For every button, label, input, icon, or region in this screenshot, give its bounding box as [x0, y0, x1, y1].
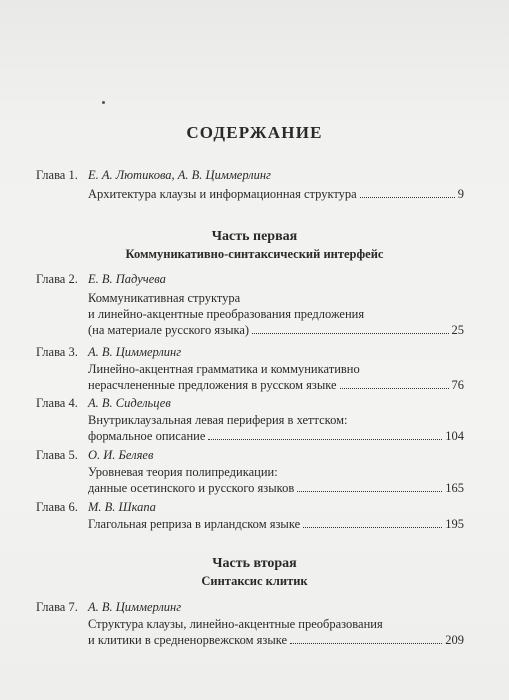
chapter-title-line — [88, 413, 464, 428]
speck-mark — [102, 101, 105, 104]
chapter-title: данные осетинского и русского языков — [88, 481, 295, 495]
chapter-label: Глава 7. — [36, 600, 78, 614]
chapter-title: Линейно-акцентная грамматика и коммуникативно — [88, 362, 360, 376]
chapter-author: А. В. Сидельцев — [88, 396, 171, 410]
chapter-author: Е. А. Лютикова, А. В. Циммерлинг — [88, 168, 271, 182]
chapter-author: М. В. Шкапа — [88, 500, 156, 514]
part-title: Часть первая — [211, 229, 298, 244]
dot-leader — [340, 388, 449, 389]
chapter-title: и клитики в средненорвежском языке — [88, 633, 288, 647]
dot-leader — [208, 439, 442, 440]
chapter-author: Е. В. Падучева — [88, 272, 166, 286]
page-number: 9 — [457, 187, 464, 201]
page-number: 165 — [445, 481, 464, 495]
part-title: Часть вторая — [212, 556, 297, 571]
page-number: 195 — [445, 517, 464, 531]
dot-leader — [360, 197, 455, 198]
chapter-title: Глагольная реприза в ирландском языке — [88, 517, 301, 531]
chapter-title-line — [88, 307, 464, 322]
chapter-title: Внутриклаузальная левая периферия в хеттском: — [88, 413, 348, 427]
dot-leader — [252, 333, 448, 334]
page-number: 76 — [451, 378, 464, 392]
chapter-title: нерасчлененные предложения в русском языке — [88, 378, 337, 392]
chapter-title: Уровневая теория полипредикации: — [88, 465, 278, 479]
chapter-author: О. И. Беляев — [88, 448, 154, 462]
chapter-label: Глава 2. — [36, 272, 78, 286]
chapter-title: Коммуникативная структура — [88, 291, 241, 305]
toc-entry[interactable] — [88, 517, 464, 532]
page-number: 25 — [451, 323, 464, 337]
dot-leader — [297, 491, 442, 492]
part-subtitle: Коммуникативно-синтаксический интерфейс — [125, 247, 384, 261]
chapter-label: Глава 1. — [36, 168, 78, 182]
chapter-label: Глава 5. — [36, 448, 78, 462]
chapter-title: Архитектура клаузы и информационная структура — [88, 187, 357, 201]
dot-leader — [290, 643, 442, 644]
chapter-title: и линейно-акцентные преобразования предложения — [88, 307, 365, 321]
toc-entry[interactable] — [88, 633, 464, 648]
page-number: 104 — [445, 429, 464, 443]
chapter-author: А. В. Циммерлинг — [88, 600, 182, 614]
chapter-author: А. В. Циммерлинг — [88, 345, 182, 359]
chapter-label: Глава 6. — [36, 500, 78, 514]
toc-entry[interactable] — [88, 481, 464, 496]
part-subtitle: Синтаксис клитик — [201, 574, 308, 588]
page-title: СОДЕРЖАНИЕ — [186, 123, 323, 142]
chapter-title: формальное описание — [88, 429, 206, 443]
toc-entry[interactable] — [88, 323, 464, 338]
toc-entry[interactable] — [88, 187, 464, 202]
chapter-title-line — [88, 291, 464, 306]
chapter-title-line — [88, 465, 464, 480]
chapter-title-line — [88, 617, 464, 632]
page-number: 209 — [445, 633, 464, 647]
chapter-label: Глава 4. — [36, 396, 78, 410]
dot-leader — [303, 527, 442, 528]
chapter-label: Глава 3. — [36, 345, 78, 359]
chapter-title: Структура клаузы, линейно-акцентные преобразования — [88, 617, 383, 631]
chapter-title-line — [88, 362, 464, 377]
toc-entry[interactable] — [88, 429, 464, 444]
toc-entry[interactable] — [88, 378, 464, 393]
chapter-title: (на материале русского языка) — [88, 323, 250, 337]
